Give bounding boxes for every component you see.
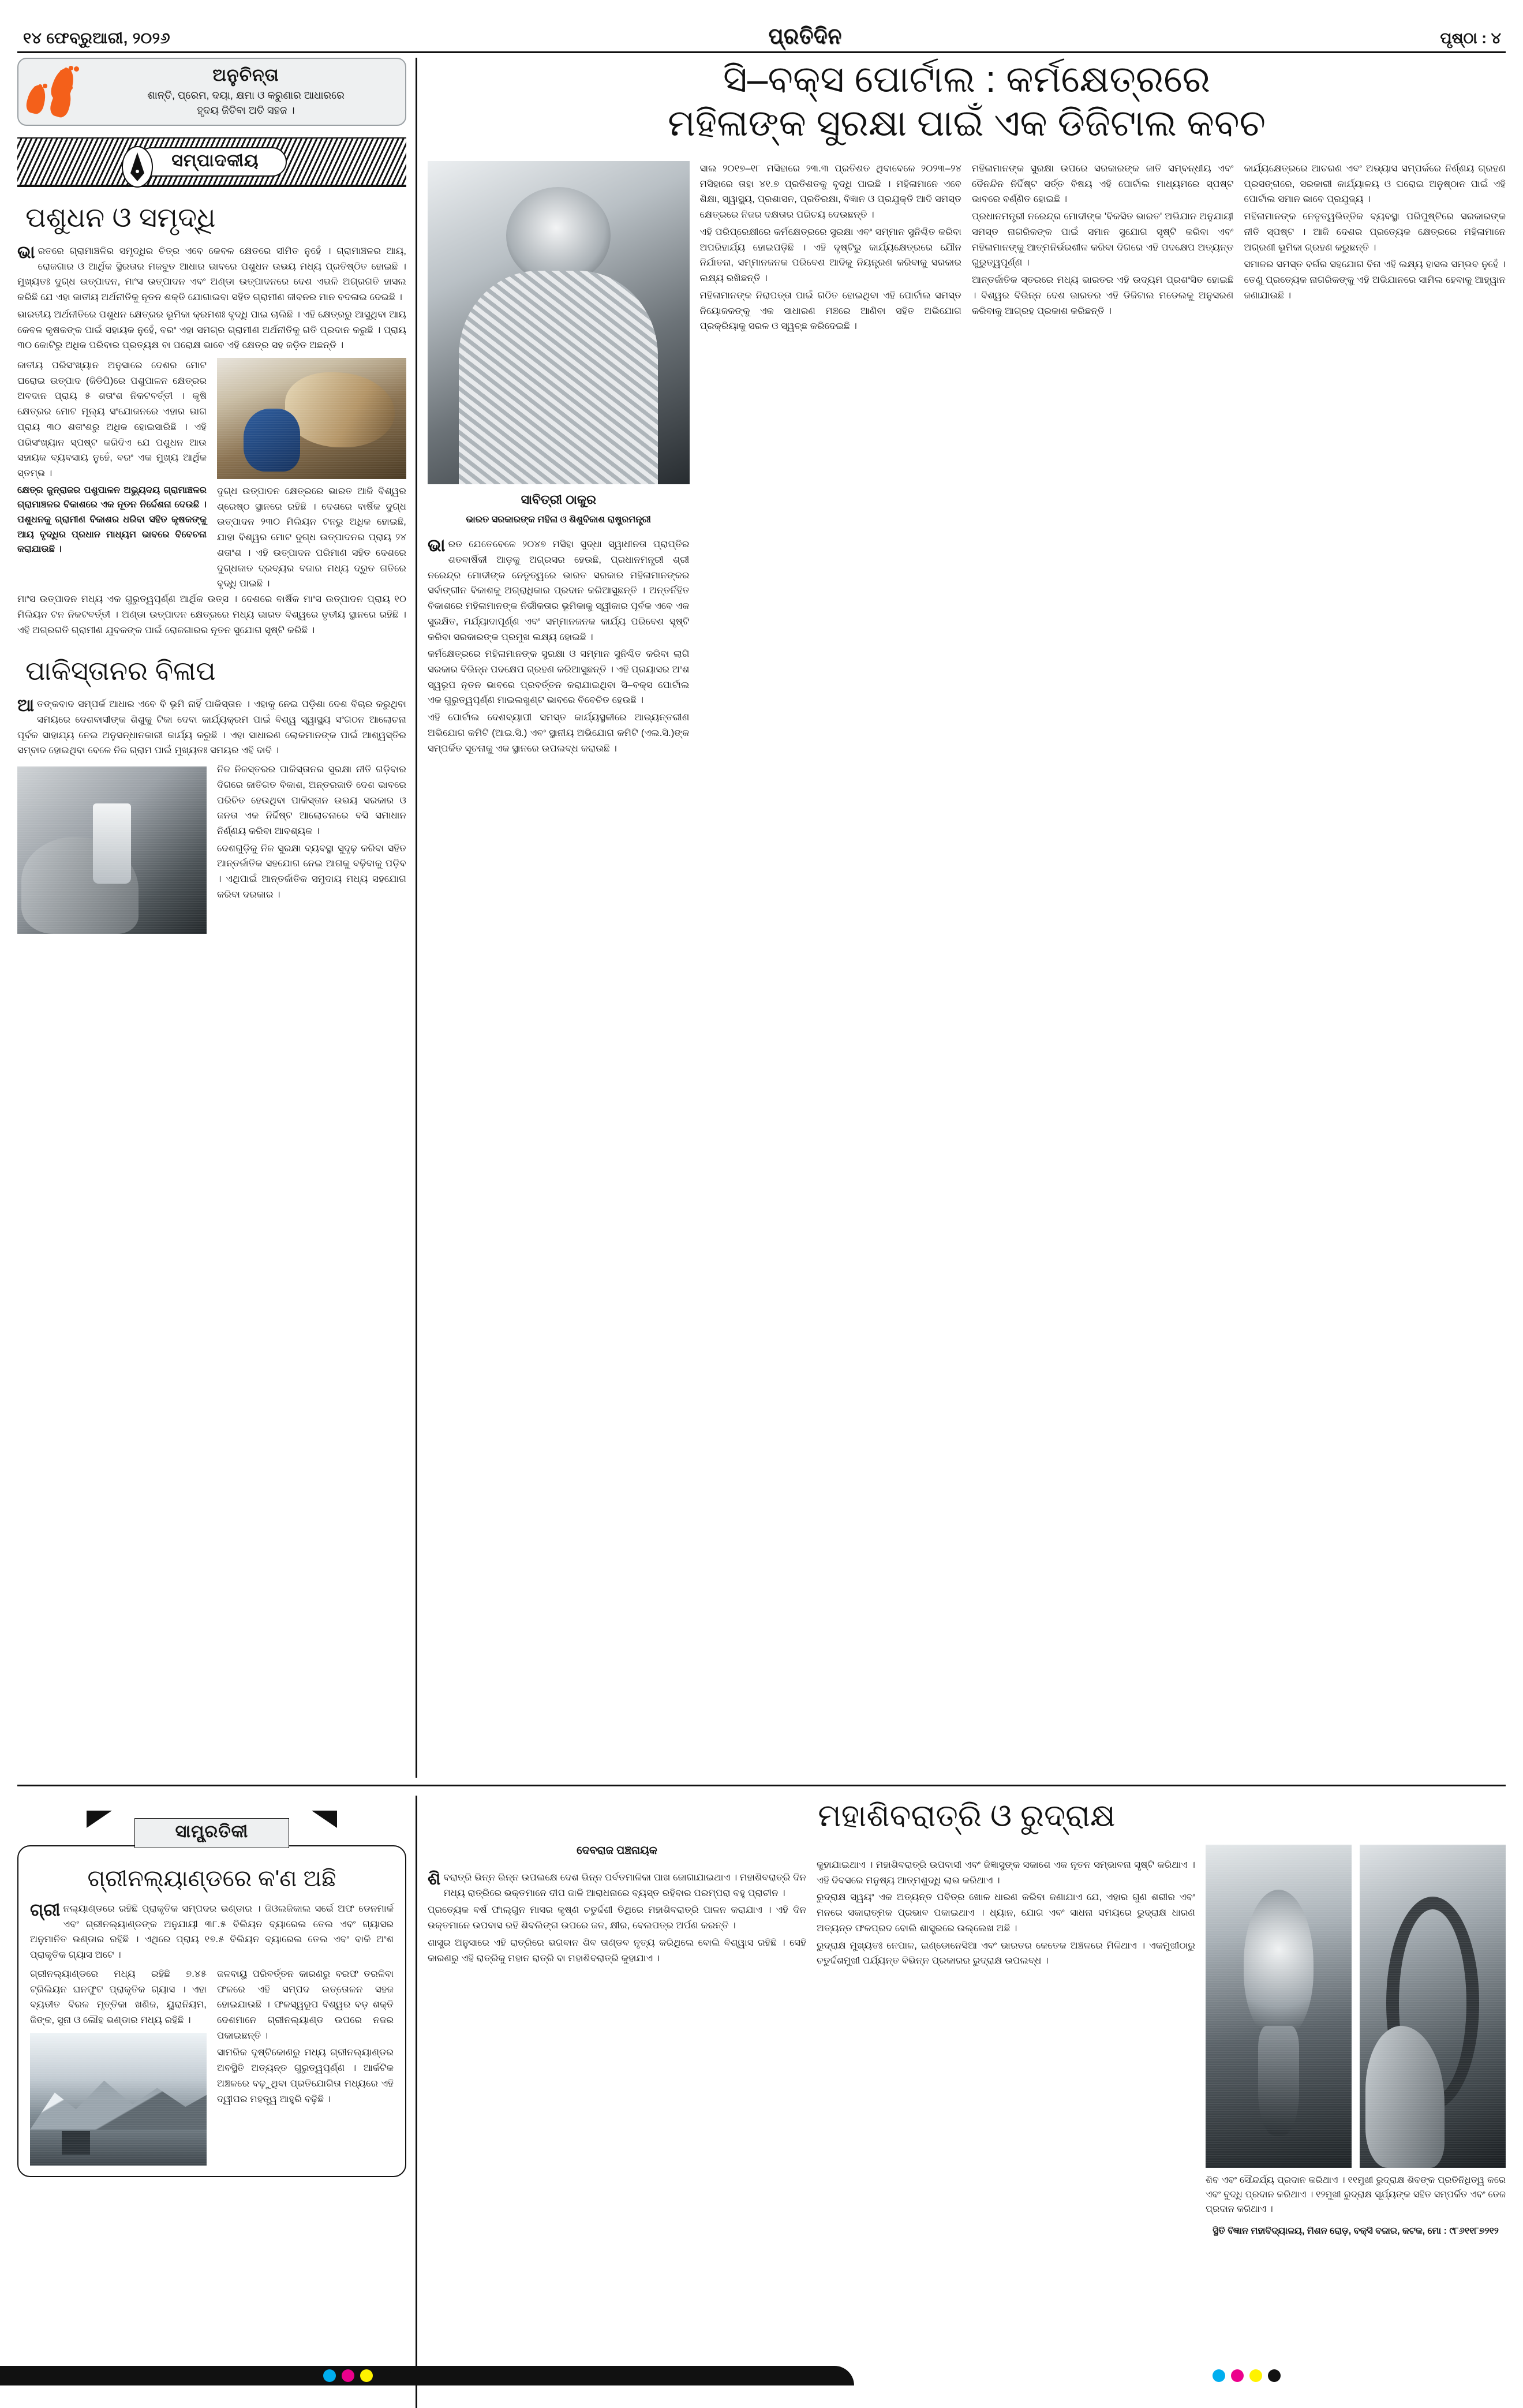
lead-story — [417, 58, 1506, 1778]
samprathiki-split — [30, 1966, 394, 2166]
samprathiki-p1: ଗ୍ରୀନଲ୍ୟାଣ୍ଡରେ ମଧ୍ୟ ରହିଛି ୭.୪୫ ଟ୍ରିଲିୟନ ଘନଫୁଟ ପ୍ରାକୃତିକ ଗ୍ୟାସ । ଏହା ବ୍ୟତୀତ ବିରଳ ମୃତ୍ତିକା ଖଣିଜ, ୟୁରାନିୟମ, ଜିଙ୍କ, ସୁନା ଓ ଲୌହ ଭଣ୍ଡାର ମଧ୍ୟ ରହିଛି । — [30, 1968, 207, 2026]
lead-c4-p1: ମହିଳାମାନଙ୍କ ନେତୃତ୍ୱଭିତ୍ତିକ ବ୍ୟବସ୍ଥା ପରିପୁଷ୍ଟିରେ ସରକାରଙ୍କ ନୀତି ସ୍ପଷ୍ଟ । ଆଜି ଦେଶର ପ୍ରତ୍ୟେକ କ୍ଷେତ୍ରରେ ମହିଳାମାନେ ଅଗ୍ରଣୀ ଭୂମିକା ଗ୍ରହଣ କରୁଛନ୍ତି । — [1244, 211, 1506, 253]
editorial-1-para-3: ଦୁଗ୍ଧ ଉତ୍ପାଦନ କ୍ଷେତ୍ରରେ ଭାରତ ଆଜି ବିଶ୍ୱର ଶ୍ରେଷ୍ଠ ସ୍ଥାନରେ ରହିଛି । ଦେଶରେ ବାର୍ଷିକ ଦୁଗ୍ଧ ଉତ୍ପାଦନ ୨୩୦ ମିଲିୟନ ଟନରୁ ଅଧିକ ହୋଇଛି, ଯାହା ବିଶ୍ୱର ମୋଟ ଦୁଗ୍ଧ ଉତ୍ପାଦନର ପ୍ରାୟ ୨୪ ଶତାଂଶ । ଏହି ଉତ୍ପାଦନ ପରିମାଣ ସହିତ ଦେଶରେ ଦୁଗ୍ଧଜାତ ଦ୍ରବ୍ୟର ବଜାର ମଧ୍ୟ ଦ୍ରୁତ ଗତିରେ ବୃଦ୍ଧି ପାଇଛି । — [217, 486, 406, 589]
editorial-1-inset: କ୍ଷେତ୍ର ଜୁନ୍‌ରାଜର ପଶୁପାଳନ ଅଭ୍ୟୁଦୟ ଗ୍ରାମାଞ୍ଚଳର ଗ୍ରାମାଞ୍ଚଳର ବିକାଶରେ ଏକ ନୂତନ ନିର୍ଦ୍ଦେଶନା ଦେଉଛି । ପଶୁଧନକୁ ଗ୍ରାମୀଣ ବିକାଶର ଧରିବା ସହିତ କୃଷକଙ୍କୁ ଆୟ ବୃଦ୍ଧିର ପ୍ରଧାନ ମାଧ୍ୟମ ଭାବରେ ବିବେଚନା କରାଯାଉଛି । — [17, 485, 207, 555]
editorial-1-para-0: ଭାରତରେ ଗ୍ରାମାଞ୍ଚଳିର ସମୃଦ୍ଧିର ଚିତ୍ର ଏବେ କେବଳ କ୍ଷେତରେ ସୀମିତ ନୁହେଁ । ଗ୍ରାମାଞ୍ଚଳର ଆୟ, ରୋଜଗାର ଓ ଆର୍ଥିକ ସ୍ଥିରତାର ମଜବୁତ ଆଧାର ଭାବରେ ପଶୁଧନ ଉଭୟ ମଧ୍ୟ ପ୍ରତିଷ୍ଠିତ ହୋଇଛି । ମୁଖ୍ୟତଃ ଦୁଗ୍ଧ ଉତ୍ପାଦନ, ମାଂସ ଉତ୍ପାଦନ ଏବଂ ଅଣ୍ଡା ଉତ୍ପାଦନରେ ଦେଶ ଏଭଳି ଅଗ୍ରଗତି ହାସଲ କରିଛି ଯେ ଏହା ଜାତୀୟ ଅର୍ଥନୀତିକୁ ନୂତନ ଶକ୍ତି ଯୋଗାଇବା ସହିତ ଗ୍ରାମୀଣ ଜୀବନର ମାନ ବଦଳାଇ ଦେଇଛି । — [17, 243, 406, 303]
editorial-2-body — [17, 697, 406, 758]
editorial-2-title: ପାକିସ୍ତାନର ବିଳାପ — [25, 656, 216, 686]
shiva-col-1 — [428, 1845, 806, 2238]
pen-nib-icon — [122, 146, 153, 188]
samprathiki-p2: ଜଳବାୟୁ ପରିବର୍ତ୍ତନ କାରଣରୁ ବରଫ ତରଳିବା ଫଳରେ ଏହି ସମ୍ପଦ ଉତ୍ତୋଳନ ସହଜ ହୋଇଯାଉଛି । ଫଳସ୍ୱରୂପ ବିଶ୍ୱର ବଡ଼ ଶକ୍ତି ଦେଶମାନେ ଗ୍ରୀନଲ୍ୟାଣ୍ଡ ଉପରେ ନଜର ପକାଇଛନ୍ତି । — [217, 1968, 394, 2041]
shiva-byline: ଦେବରାଜ ପଞ୍ଚନାୟକ — [577, 1845, 657, 1857]
editorial-1-para-1: ଭାରତୀୟ ଅର୍ଥନୀତିରେ ପଶୁଧନ କ୍ଷେତ୍ରର ଭୂମିକା କ୍ରମଶଃ ବୃଦ୍ଧି ପାଇ ଚାଲିଛି । ଏହି କ୍ଷେତ୍ରରୁ ଆସୁଥିବା ଆୟ କେବଳ କୃଷକଙ୍କ ପାଇଁ ସହାୟକ ନୁହେଁ, ବରଂ ଏହା ସମଗ୍ର ଗ୍ରାମୀଣ ଅର୍ଥନୀତିକୁ ଗତି ପ୍ରଦାନ କରୁଛି । ପ୍ରାୟ ୩୦ କୋଟିରୁ ଅଧିକ ପରିବାର ପ୍ରତ୍ୟକ୍ଷ ବା ପରୋକ୍ଷ ଭାବେ ଏହି କ୍ଷେତ୍ର ସହ ଜଡ଼ିତ ଅଛନ୍ତି । — [17, 309, 406, 351]
lead-c2-p0: ସାଲ ୨୦୧୭–୧୮ ମସିହାରେ ୨୩.୩ ପ୍ରତିଶତ ଥିବାବେଳେ ୨୦୨୩–୨୪ ମସିହାରେ ତାହା ୪୧.୭ ପ୍ରତିଶତକୁ ବୃଦ୍ଧି ପାଇଛି । ମହିଳାମାନେ ଏବେ ଶିକ୍ଷା, ସ୍ୱାସ୍ଥ୍ୟ, ପ୍ରଶାସନ, ପ୍ରତିରକ୍ଷା, ବିଜ୍ଞାନ ଓ ପ୍ରଯୁକ୍ତି ଆଦି ସମସ୍ତ କ୍ଷେତ୍ରରେ ନିଜର ଦକ୍ଷତାର ପରିଚୟ ଦେଉଛନ୍ତି । — [699, 163, 961, 220]
lead-col-4 — [1244, 161, 1506, 758]
shiva-images — [1206, 1845, 1506, 2168]
editorial-banner-label: ସମ୍ପାଦକୀୟ — [171, 151, 259, 170]
lead-c1-p1: କର୍ମକ୍ଷେତ୍ରରେ ମହିଳାମାନଙ୍କ ସୁରକ୍ଷା ଓ ସମ୍ମାନ ସୁନିଶ୍ଚିତ କରିବା ଲାଗି ସରକାର ବିଭିନ୍ନ ପଦକ୍ଷେପ ଗ୍ରହଣ କରିଆସୁଛନ୍ତି । ଏହି ପ୍ରୟାସର ଅଂଶ ସ୍ୱରୂପ ନୂତନ ଭାବରେ ପ୍ରବର୍ତ୍ତନ କରାଯାଇଥିବା ସି–ବକ୍ସ ପୋର୍ଟାଲ ଏକ ଗୁରୁତ୍ୱପୂର୍ଣ୍ଣ ମାଇଲଖୁଣ୍ଟ ଭାବରେ ବିବେଚିତ ହେଉଛି । — [428, 649, 690, 706]
lead-col-1-text — [428, 537, 690, 756]
shiva-c1-p0: ଶିବରାତ୍ରି ଭିନ୍ନ ଭିନ୍ନ ଉପଲକ୍ଷେ ଦେଶ ଭିନ୍ନ ପର୍ବତମାଳିକା ପାଖ ଜୋଗାଯାଇଥାଏ । ମହାଶିବରାତ୍ରି ଦିନ ମଧ୍ୟ ରାତ୍ରିରେ ଭକ୍ତମାନେ ଦୀପ ଜାଳି ଆରାଧନାରେ ବ୍ୟସ୍ତ ରହିବାର ପରମ୍ପରା ବହୁ ପ୍ରାଚୀନ । — [428, 1869, 806, 1898]
lead-c3-p0: ମହିଳାମାନଙ୍କ ସୁରକ୍ଷା ଉପରେ ସରକାରଙ୍କ ଜାତି ସମ୍ବନ୍ଧୀୟ ଏବଂ ଦୈନନ୍ଦିନ ନିର୍ଦ୍ଦିଷ୍ଟ ସର୍ତ୍ତ ବିଷୟ ଏହି ପୋର୍ଟାଲ ମାଧ୍ୟମରେ ସ୍ପଷ୍ଟ ଭାବରେ ବର୍ଣ୍ଣିତ ହୋଇଛି । — [972, 163, 1234, 205]
photo-caption-name: ସାବିତ୍ରୀ ଠାକୁର — [521, 492, 596, 507]
footprints-icon — [24, 66, 88, 117]
lead-c3-p1: ପ୍ରଧାନମନ୍ତ୍ରୀ ନରେନ୍ଦ୍ର ମୋଦୀଙ୍କ 'ବିକସିତ ଭାରତ' ଅଭିଯାନ ଅନୁଯାୟୀ ସମସ୍ତ ନାଗରିକଙ୍କ ପାଇଁ ସମାନ ସୁଯୋଗ ସୃଷ୍ଟି କରିବା ଏବଂ ମହିଳାମାନଙ୍କୁ ଆତ୍ମନିର୍ଭରଶୀଳ କରିବା ଦିଗରେ ଏହି ପଦକ୍ଷେପ ଅତ୍ୟନ୍ତ ଗୁରୁତ୍ୱପୂର୍ଣ୍ଣ । — [972, 211, 1234, 268]
samprathiki-banner-label: ସାମ୍ପ୍ରତିକୀ — [134, 1818, 290, 1848]
shiva-c1-p1: ପ୍ରତ୍ୟେକ ବର୍ଷ ଫାଲ୍ଗୁନ ମାସର କୃଷ୍ଣ ଚତୁର୍ଦ୍ଦଶୀ ତିଥିରେ ମହାଶିବରାତ୍ରି ପାଳନ କରାଯାଏ । ଏହି ଦିନ ଭକ୍ତମାନେ ଉପବାସ ରହି ଶିବଲିଙ୍ଗ ଉପରେ ଜଳ, କ୍ଷୀର, ବେଲପତ୍ର ଅର୍ପଣ କରନ୍ତି । — [428, 1905, 806, 1931]
cow-photo — [217, 358, 406, 479]
lead-c3-p2: ଆନ୍ତର୍ଜାତିକ ସ୍ତରରେ ମଧ୍ୟ ଭାରତର ଏହି ଉଦ୍ୟମ ପ୍ରଶଂସିତ ହୋଇଛି । ବିଶ୍ୱର ବିଭିନ୍ନ ଦେଶ ଭାରତର ଏହି ଡିଜିଟାଲ ମଡେଲକୁ ଅନୁସରଣ କରିବାକୁ ଆଗ୍ରହ ପ୍ରକାଶ କରିଛନ୍ତି । — [972, 275, 1234, 316]
main-grid — [17, 58, 1506, 1778]
editorial-2-para-2: ଦେଶଗୁଡ଼ିକୁ ନିଜ ସୁରକ୍ଷା ବ୍ୟବସ୍ଥା ସୁଦୃଢ଼ କରିବା ସହିତ ଆନ୍ତର୍ଜାତିକ ସହଯୋଗ ନେଇ ଆଗକୁ ବଢ଼ିବାକୁ ପଡ଼ିବ । ଏଥିପାଇଁ ଆନ୍ତର୍ଜାତିକ ସମୁଦାୟ ମଧ୍ୟ ସହଯୋଗ କରିବା ଦରକାର । — [217, 843, 406, 900]
lead-c1-p2: ଏହି ପୋର୍ଟାଲ ଦେଶବ୍ୟାପୀ ସମସ୍ତ କାର୍ଯ୍ୟସ୍ଥଳୀରେ ଆଭ୍ୟନ୍ତରୀଣ ଅଭିଯୋଗ କମିଟି (ଆଇ.ସି.) ଏବଂ ସ୍ଥାନୀୟ ଅଭିଯୋଗ କମିଟି (ଏଲ.ସି.)ଙ୍କ ସମ୍ପର୍କିତ ସୂଚନାକୁ ଏକ ସ୍ଥାନରେ ଉପଲବ୍ଧ କରାଉଛି । — [428, 712, 690, 754]
vaccine-photo — [17, 766, 207, 934]
savitri-thakur-photo — [428, 161, 690, 484]
bottom-section — [17, 1785, 1506, 2408]
shiva-c2-p1: ରୁଦ୍ରାକ୍ଷ ସ୍ୱୟଂ ଏକ ଅତ୍ୟନ୍ତ ପବିତ୍ର ଖୋଳ ଧାରଣ କରିବା ଜଣାଯାଏ ଯେ, ଏହାର ଗୁଣ ଶରୀର ଏବଂ ମନରେ ସକାରାତ୍ମକ ପ୍ରଭାବ ପକାଇଥାଏ । ଧ୍ୟାନ, ଯୋଗ ଏବଂ ସାଧନା ସମୟରେ ରୁଦ୍ରାକ୍ଷ ଧାରଣ ଅତ୍ୟନ୍ତ ଫଳପ୍ରଦ ବୋଲି ଶାସ୍ତ୍ରରେ ଉଲ୍ଲେଖ ଅଛି । — [817, 1892, 1195, 1934]
shiva-statue-photo — [1206, 1845, 1352, 2168]
anuchinta-line2: ହୃଦୟ ଜିତିବା ଅତି ସହଜ । — [197, 104, 295, 116]
samprathiki-p3: ସାମରିକ ଦୃଷ୍ଟିକୋଣରୁ ମଧ୍ୟ ଗ୍ରୀନଲ୍ୟାଣ୍ଡର ଅବସ୍ଥିତି ଅତ୍ୟନ୍ତ ଗୁରୁତ୍ୱପୂର୍ଣ୍ଣ । ଆର୍କଟିକ ଅଞ୍ଚଳରେ ବଢ଼ୁଥିବା ପ୍ରତିଯୋଗିତା ମଧ୍ୟରେ ଏହି ଦ୍ୱୀପର ମହତ୍ତ୍ୱ ଆହୁରି ବଢ଼ିଛି । — [217, 2047, 394, 2104]
anuchinta-title: ଅନୁଚିନ୍ତା — [212, 65, 279, 85]
registration-dots-left — [323, 2369, 391, 2382]
registration-dots-right — [1213, 2369, 1281, 2382]
lead-c1-p0: ଭାରତ ଯେତେବେଳେ ୨୦୪୭ ମସିହା ସୁଦ୍ଧା ସ୍ୱାଧୀନତା ପ୍ରାପ୍ତିର ଶତବାର୍ଷିକୀ ଆଡ଼କୁ ଅଗ୍ରସର ହେଉଛି, ପ୍ରଧାନମନ୍ତ୍ରୀ ଶ୍ରୀ ନରେନ୍ଦ୍ର ମୋଦୀଙ୍କ ନେତୃତ୍ୱରେ ଭାରତ ସରକାର ମହିଳାମାନଙ୍କର ସର୍ବାଙ୍ଗୀନ ବିକାଶକୁ ଅଗ୍ରାଧିକାର ପ୍ରଦାନ କରିଆସୁଛନ୍ତି । ଅନ୍ତର୍ନିହିତ ବିକାଶରେ ମହିଳାମାନଙ୍କ ନିର୍ଭୀକତାର ଭୂମିକାକୁ ସ୍ୱୀକାର ପୂର୍ବକ ଏବେ ଏକ ସୁରକ୍ଷିତ, ମର୍ଯ୍ୟାଦାପୂର୍ଣ୍ଣ ଏବଂ ସମ୍ମାନଜନକ କାର୍ଯ୍ୟ ପରିବେଶ ସୃଷ୍ଟି କରିବା ସରକାରଙ୍କ ପ୍ରମୁଖ ଲକ୍ଷ୍ୟ ହୋଇଛି । — [428, 536, 690, 642]
shiva-c2-p2: ରୁଦ୍ରାକ୍ଷ ମୁଖ୍ୟତଃ ନେପାଳ, ଇଣ୍ଡୋନେସିଆ ଏବଂ ଭାରତର କେତେକ ଅଞ୍ଚଳରେ ମିଳିଥାଏ । ଏକମୁଖୀଠାରୁ ଚତୁର୍ଦ୍ଦଶମୁଖୀ ପର୍ଯ୍ୟନ୍ତ ବିଭିନ୍ନ ପ୍ରକାରର ରୁଦ୍ରାକ୍ଷ ଉପଲବ୍ଧ । — [817, 1940, 1195, 1966]
lead-col-1 — [428, 161, 690, 758]
editorial-2-para-1: ନିଜ ନିଜସ୍ତରର ପାକିସ୍ତାନର ସୁରକ୍ଷା ନୀତି ଗଡ଼ିବାର ଦିଗରେ ଜାତିଗତ ବିକାଶ, ଅନ୍ତରଜାତି ଦେଶ ଭାବରେ ପରିଚିତ ହେଉଥିବା ପାକିସ୍ତାନ ଉଭୟ ସରକାର ଓ ଜନତା ଏକ ନିର୍ଦ୍ଦିଷ୍ଟ ଆଲୋଚନାରେ ବସି ସମାଧାନ ନିର୍ଣ୍ଣୟ କରିବା ଆବଶ୍ୟକ । — [217, 764, 406, 836]
shiva-article — [417, 1796, 1506, 2408]
shiva-c1-p2: ଶାସ୍ତ୍ର ଅନୁସାରେ ଏହି ରାତ୍ରିରେ ଭଗବାନ ଶିବ ତାଣ୍ଡବ ନୃତ୍ୟ କରିଥିଲେ ବୋଲି ବିଶ୍ୱାସ ରହିଛି । ସେହି କାରଣରୁ ଏହି ରାତ୍ରିକୁ ମହାନ ରାତ୍ରି ବା ମହାଶିବରାତ୍ରି କୁହାଯାଏ । — [428, 1937, 806, 1964]
masthead-date: ୧୪ ଫେବ୍ରୁଆରୀ, ୨୦୨୬ — [23, 29, 171, 47]
shiva-col-1-text — [428, 1870, 806, 1966]
greenland-photo — [30, 2033, 207, 2166]
samprathiki-intro — [30, 1901, 394, 1963]
lead-c2-p1: ଏହି ପରିପ୍ରେକ୍ଷୀରେ କର୍ମକ୍ଷେତ୍ରରେ ସୁରକ୍ଷା ଏବଂ ସମ୍ମାନ ସୁନିଶ୍ଚିତ କରିବା ଅପରିହାର୍ଯ୍ୟ ହୋଇପଡ଼ିଛି । ଏହି ଦୃଷ୍ଟିରୁ କାର୍ଯ୍ୟକ୍ଷେତ୍ରରେ ଯୌନ ନିର୍ଯାତନା, ସମ୍ମାନଜନକ ପରିବେଶ ଆଦିକୁ ନିୟନ୍ତ୍ରଣ କରିବାକୁ ସରକାର ଲକ୍ଷ୍ୟ ରଖିଛନ୍ତି । — [699, 226, 961, 284]
editorial-2-split — [17, 762, 406, 934]
lead-c4-p0: କାର୍ଯ୍ୟକ୍ଷେତ୍ରରେ ଆଚରଣ ଏବଂ ଅଭ୍ୟାସ ସମ୍ପର୍କରେ ନିର୍ଣ୍ଣୟ ଗ୍ରହଣ ପ୍ରସଙ୍ଗରେ, ସରକାରୀ କାର୍ଯ୍ୟାଳୟ ଓ ଘରୋଇ ଅନୁଷ୍ଠାନ ପାଇଁ ଏହି ପୋର୍ଟାଲ ସମାନ ଭାବେ ପ୍ରଯୁଜ୍ୟ । — [1244, 163, 1506, 205]
editorial-1-title: ପଶୁଧନ ଓ ସମୃଦ୍ଧି — [25, 203, 216, 233]
rudraksha-photo — [1360, 1845, 1506, 2168]
editorial-1-body — [17, 244, 406, 353]
lead-c4-p2: ସମାଜର ସମସ୍ତ ବର୍ଗର ସହଯୋଗ ବିନା ଏହି ଲକ୍ଷ୍ୟ ହାସଲ ସମ୍ଭବ ନୁହେଁ । ତେଣୁ ପ୍ରତ୍ୟେକ ନାଗରିକଙ୍କୁ ଏହି ଅଭିଯାନରେ ସାମିଲ ହେବାକୁ ଆହ୍ୱାନ ଜଣାଯାଉଛି । — [1244, 259, 1506, 301]
editorial-2-para-0: ଆତଙ୍କବାଦ ସମ୍ପର୍କ ଆଧାର ଏବେ ବି ଭୂମି ନାହିଁ ପାକିସ୍ତାନ । ଏହାକୁ ନେଇ ପଡ଼ିଶା ଦେଶ ବିଚାର କରୁଥିବା ସମୟରେ ଦେଶବାସୀଙ୍କ ଶିଶୁକୁ ଟିକା ଦେବା କାର୍ଯ୍ୟକ୍ରମ ପାଇଁ ବିଶ୍ୱ ସ୍ୱାସ୍ଥ୍ୟ ସଂଗଠନ ଆଲୋଚନା ପୂର୍ବକ ସାହାଯ୍ୟ ନେଇ ଅନୁସନ୍ଧାନକାରୀ କାର୍ଯ୍ୟ କରୁଛି । ଏହା ସାଧାରଣ ଲୋକମାନଙ୍କ ପାଇଁ ଆଶ୍ୱସ୍ତିର ସମ୍ବାଦ ହୋଇଥିବା ବେଳେ ନିଜ ଗ୍ରାମ ପାଇଁ ମୁଖ୍ୟତଃ ସମୟର ଏହି ଦାବି । — [17, 696, 406, 756]
photo-caption-role: ଭାରତ ସରକାରଙ୍କ ମହିଳା ଓ ଶିଶୁବିକାଶ ରାଷ୍ଟ୍ରମନ୍ତ୍ରୀ — [466, 515, 651, 525]
shiva-signature: ସ୍ଥିତି ବିଜ୍ଞାନ ମହାବିଦ୍ୟାଳୟ, ମିଶନ ରୋଡ଼, ବକ୍ସି ବଜାର, କଟକ, ମୋ : ୯୮୬୧୧୮୭୨୧୨ — [1213, 2226, 1499, 2237]
editorial-1-tail — [17, 592, 406, 638]
masthead — [17, 15, 1506, 53]
samprathiki-banner — [17, 1811, 406, 1856]
shiva-image-caption: ଶିବ ଏବଂ ସୌନ୍ଦର୍ଯ୍ୟ ପ୍ରଦାନ କରିଥାଏ । ୧୧ମୁଖୀ ରୁଦ୍ରାକ୍ଷ ଶିବଙ୍କ ପ୍ରତିନିଧିତ୍ୱ କରେ ଏବଂ ବୁଦ୍ଧି ପ୍ରଦାନ କରିଥାଏ । ୧୨ମୁଖୀ ରୁଦ୍ରାକ୍ଷ ସୂର୍ଯ୍ୟଙ୍କ ସହିତ ସମ୍ପର୍କିତ ଏବଂ ତେଜ ପ୍ରଦାନ କରିଥାଏ । — [1206, 2175, 1506, 2214]
anuchinta-box — [17, 58, 406, 126]
lead-col-3 — [972, 161, 1234, 758]
editorial-1-split — [17, 358, 406, 592]
lead-headline-line-1: ସି–ବକ୍ସ ପୋର୍ଟାଲ : କର୍ମକ୍ଷେତ୍ରରେ — [723, 58, 1210, 100]
masthead-page-number: ପୃଷ୍ଠା : ୪ — [1440, 29, 1501, 47]
anuchinta-line1: ଶାନ୍ତି, ପ୍ରେମ, ଦୟା, କ୍ଷମା ଓ କରୁଣାର ଆଧାରରେ — [147, 89, 345, 101]
lead-c2-p2: ମହିଳାମାନଙ୍କ ନିରାପତ୍ତା ପାଇଁ ଗଠିତ ହୋଇଥିବା ଏହି ପୋର୍ଟାଲ ସମସ୍ତ ନିୟୋଜକଙ୍କୁ ଏକ ସାଧାରଣ ମଞ୍ଚରେ ଆଣିବା ସହିତ ଅଭିଯୋଗ ପ୍ରକ୍ରିୟାକୁ ସରଳ ଓ ସ୍ୱଚ୍ଛ କରିଦେଇଛି । — [699, 290, 961, 332]
footer-color-bar — [0, 2359, 1523, 2385]
lead-body-wrap — [428, 161, 1506, 758]
lead-col-2 — [700, 161, 962, 758]
left-column — [17, 58, 416, 1778]
shiva-article-cols — [428, 1845, 1506, 2238]
shiva-c2-p0: କୁହାଯାଇଥାଏ । ମହାଶିବରାତ୍ରି ଉପବାସୀ ଏବଂ ଜିଜ୍ଞାସୁଙ୍କ ସକାଶେ ଏକ ନୂତନ ସମ୍ଭାବନା ସୃଷ୍ଟି କରିଥାଏ । ଏହି ଦିବସରେ ମନୁଷ୍ୟ ଆତ୍ମଶୁଦ୍ଧି ଲାଭ କରିଥାଏ । — [817, 1860, 1195, 1886]
editorial-banner — [17, 137, 406, 186]
editorial-1-para-4: ମାଂସ ଉତ୍ପାଦନ ମଧ୍ୟ ଏକ ଗୁରୁତ୍ୱପୂର୍ଣ୍ଣ ଆର୍ଥିକ ଉତ୍ସ । ଦେଶରେ ବାର୍ଷିକ ମାଂସ ଉତ୍ପାଦନ ପ୍ରାୟ ୧୦ ମିଲିୟନ ଟନ ନିକଟବର୍ତ୍ତୀ । ଅଣ୍ଡା ଉତ୍ପାଦନ କ୍ଷେତ୍ରରେ ମଧ୍ୟ ଭାରତ ବିଶ୍ୱରେ ତୃତୀୟ ସ୍ଥାନରେ ରହିଛି । ଏହି ଅଗ୍ରଗତି ଗ୍ରାମୀଣ ଯୁବକଙ୍କ ପାଇଁ ରୋଜଗାରର ନୂତନ ସୁଯୋଗ ସୃଷ୍ଟି କରିଛି । — [17, 594, 406, 635]
samprathiki-title: ଗ୍ରୀନଲ୍ୟାଣ୍ଡରେ କ'ଣ ଅଛି — [87, 1866, 336, 1891]
samprathiki-section — [17, 1796, 416, 2408]
editorial-banner-pill — [137, 147, 286, 177]
masthead-logo: ପ୍ରତିଦିନ — [768, 24, 842, 49]
lead-headline — [428, 58, 1506, 145]
editorial-1-para-2: ଜାତୀୟ ପରିସଂଖ୍ୟାନ ଅନୁସାରେ ଦେଶର ମୋଟ ଘରୋଇ ଉତ୍ପାଦ (ଜିଡିପି)ରେ ପଶୁପାଳନ କ୍ଷେତ୍ରର ଅବଦାନ ପ୍ରାୟ ୫ ଶତାଂଶ ନିକଟବର୍ତ୍ତୀ । କୃଷି କ୍ଷେତ୍ରର ମୋଟ ମୂଲ୍ୟ ସଂଯୋଜନରେ ଏହାର ଭାଗ ପ୍ରାୟ ୩୦ ଶତାଂଶରୁ ଅଧିକ ହୋଇସାରିଛି । ଏହି ପରିସଂଖ୍ୟାନ ସ୍ପଷ୍ଟ କରିଦିଏ ଯେ ପଶୁଧନ ଆଉ ସହାୟକ ବ୍ୟବସାୟ ନୁହେଁ, ବରଂ ଏକ ମୁଖ୍ୟ ଆର୍ଥିକ ସ୍ତମ୍ଭ । — [17, 360, 207, 479]
shiva-images-col — [1206, 1845, 1506, 2238]
shiva-article-title: ମହାଶିବରାତ୍ରି ଓ ରୁଦ୍ରାକ୍ଷ — [818, 1798, 1116, 1833]
samprathiki-p0: ଗ୍ରୀନଲ୍ୟାଣ୍ଡରେ ରହିଛି ପ୍ରାକୃତିକ ସମ୍ପଦର ଭଣ୍ଡାର । ଜିଓଲଜିକାଲ ସର୍ଭେ ଅଫ ଡେନମାର୍କ ଏବଂ ଗ୍ରୀନଲ୍ୟାଣ୍ଡଙ୍କ ଅନୁଯାୟୀ ୩୮.୫ ବିଲିୟନ ବ୍ୟାରେଲ ତେଲ ଏବଂ ଗ୍ୟାସର ଅନୁମାନିତ ଭଣ୍ଡାର ରହିଛି । ଏଥିରେ ପ୍ରାୟ ୧୭.୫ ବିଲିୟନ ବ୍ୟାରେଲ ତେଲ ଏବଂ ବାକି ଅଂଶ ପ୍ରାକୃତିକ ଗ୍ୟାସ ଅଟେ । — [30, 1901, 394, 1961]
lead-headline-line-2: ମହିଳାଙ୍କ ସୁରକ୍ଷା ପାଇଁ ଏକ ଡିଜିଟାଲ କବଚ — [668, 102, 1266, 144]
shiva-col-2 — [817, 1845, 1195, 2238]
samprathiki-box — [17, 1845, 406, 2177]
